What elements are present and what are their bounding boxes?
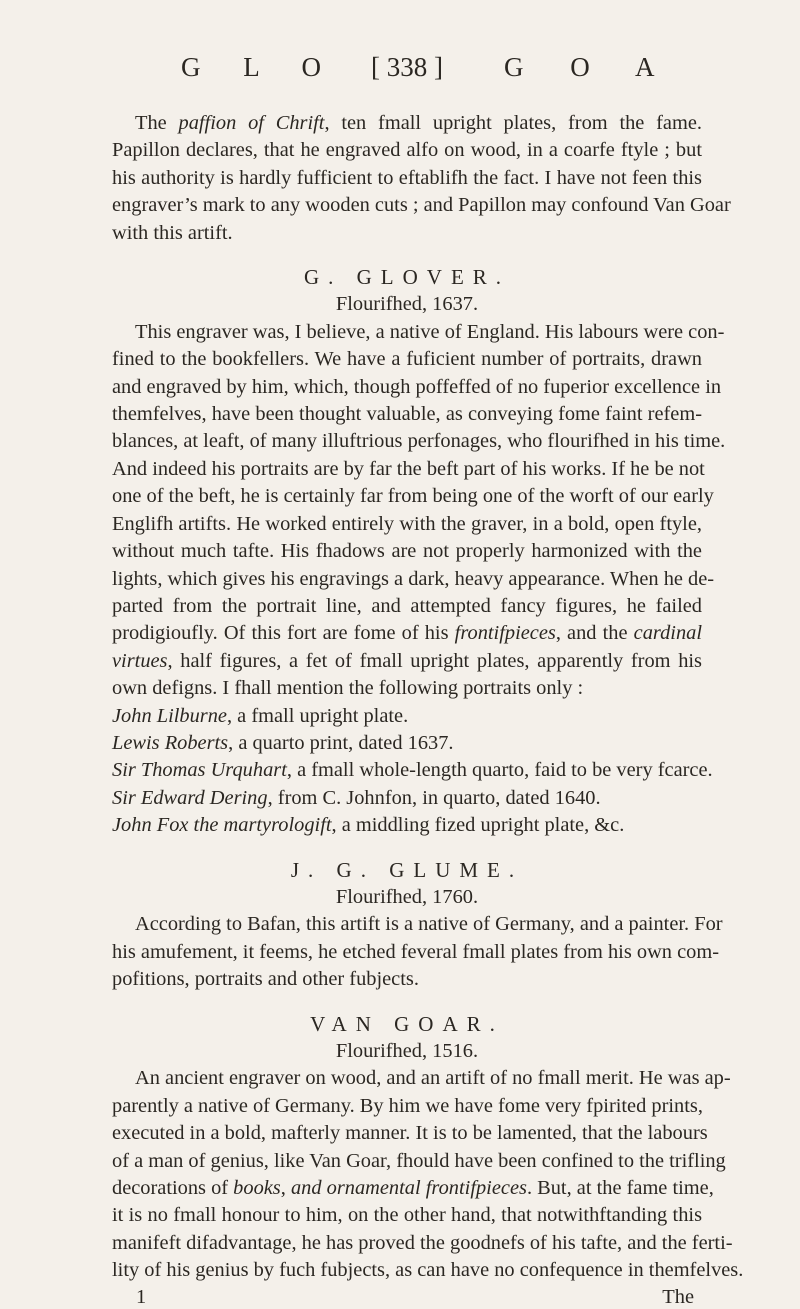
heading-glume: J. G. GLUME. [290, 857, 524, 882]
portrait-entry: Lewis Roberts, a quarto print, dated 1637. [112, 731, 454, 754]
text-line: parted from the portrait line, and attempted fancy figures, he failed [112, 594, 702, 617]
text-line: own defigns. I fhall mention the following portraits only : [112, 677, 584, 700]
text-line: engraver’s mark to any wooden cuts ; and Papillon may confound Van Goar [112, 194, 731, 217]
text-line: his amufement, it feems, he etched feveral fmall plates from his own com- [112, 940, 719, 963]
italic-text: paffion of Chrift [178, 112, 325, 134]
text-line: manifeft difadvantage, he has proved the goodnefs of his tafte, and the ferti- [112, 1231, 733, 1254]
italic-text: John Lilburne [112, 704, 227, 727]
paragraph-glume [112, 911, 723, 993]
flourished-glover: Flourifhed, 1637. [335, 293, 479, 316]
text-line: lights, which gives his engravings a dark, heavy appearance. When he de- [112, 567, 715, 590]
text-line: prodigioufly. Of this fort are fome of his frontifpieces, and the cardinal [112, 622, 702, 645]
page-footer [112, 1285, 702, 1309]
italic-text: cardinal [633, 622, 702, 645]
italic-text: virtues [112, 649, 168, 672]
text-line: with this artift. [112, 221, 233, 244]
running-header [0, 52, 800, 92]
text-line: of a man of genius, like Van Goar, fhould have been confined to the trifling [112, 1149, 726, 1172]
text-line: pofitions, portraits and other fubjects. [112, 968, 419, 991]
text-line: fined to the bookfellers. We have a fuficient number of portraits, drawn [112, 348, 702, 371]
text-line: An ancient engraver on wood, and an artift of no fmall merit. He was ap- [135, 1067, 731, 1090]
page-number: [ 338 ] [371, 52, 443, 82]
italic-text: and ornamental frontifpieces [290, 1177, 527, 1200]
flourished-van-goar: Flourifhed, 1516. [335, 1040, 479, 1062]
portrait-entry: Sir Edward Dering, from C. Johnfon, in quarto, dated 1640. [112, 786, 601, 809]
italic-text: Sir Thomas Urquhart [112, 759, 287, 782]
text-line: lity of his genius by fuch fubjects, as can have no confequence in themfelves. [112, 1259, 744, 1282]
paragraph-passion [112, 110, 731, 247]
heading-van-goar: VAN GOAR. [310, 1011, 504, 1036]
text-line: his authority is hardly fufficient to eftablifh the fact. I have not feen this [112, 166, 702, 189]
text-line: According to Bafan, this artift is a native of Germany, and a painter. For [135, 913, 723, 936]
portrait-entry: John Lilburne, a fmall upright plate. [112, 704, 409, 727]
text-line: themfelves, have been thought valuable, as conveying fome faint refem- [112, 403, 702, 426]
text-line: And indeed his portraits are by far the beft part of his works. If he be not [112, 457, 705, 480]
text-line: Englifh artifts. He worked entirely with the graver, in a bold, open ftyle, [112, 512, 702, 535]
text-line: blances, at leaft, of many illuftrious perfonages, who flourifhed in his time. [112, 430, 726, 453]
paragraph-glover [112, 319, 726, 703]
italic-text: books [233, 1177, 281, 1200]
text-line: and engraved by him, which, though poffeffed of no fuperior excellence in [112, 375, 722, 398]
heading-glover: G. GLOVER. [303, 265, 511, 290]
text-line: decorations of books, and ornamental frontifpieces. But, at the fame time, [112, 1177, 714, 1200]
text-line: it is no fmall honour to him, on the other hand, that notwithftanding this [112, 1204, 702, 1227]
text-line: executed in a bold, mafterly manner. It is to be lamented, that the labours [112, 1122, 708, 1145]
italic-text: Sir Edward Dering [112, 786, 268, 809]
flourished-glume: Flourifhed, 1760. [335, 885, 479, 908]
text-line: without much tafte. His fhadows are not properly harmonized with the [112, 540, 702, 563]
text-line: parently a native of Germany. By him we have fome very fpirited prints, [112, 1094, 703, 1117]
text-line: This engraver was, I believe, a native of England. His labours were con- [135, 320, 725, 343]
paragraph-van-goar [112, 1065, 744, 1284]
header-right: G O A [504, 52, 675, 82]
text-column [112, 110, 744, 1309]
italic-text: John Fox the martyrologift [112, 814, 332, 837]
portrait-entry: Sir Thomas Urquhart, a fmall whole-length quarto, faid to be very fcarce. [112, 759, 713, 782]
text-line: one of the beft, he is certainly far from being one of the worft of our early [112, 485, 714, 508]
text-line: virtues, half figures, a fet of fmall upright plates, apparently from his [112, 649, 702, 672]
text-line: The paffion of Chrift, ten fmall upright plates, from the fame. [135, 112, 702, 134]
text-line: Papillon declares, that he engraved alfo on wood, in a coarfe ftyle ; but [112, 139, 702, 162]
italic-text: Lewis Roberts [112, 731, 229, 754]
header-left: G L O [181, 52, 339, 82]
portrait-entry: John Fox the martyrologift, a middling fized upright plate, &c. [112, 814, 625, 837]
italic-text: frontifpieces [454, 622, 556, 645]
catchword: The [662, 1285, 694, 1308]
portrait-list [112, 703, 713, 840]
signature-mark: 1 [136, 1285, 147, 1308]
